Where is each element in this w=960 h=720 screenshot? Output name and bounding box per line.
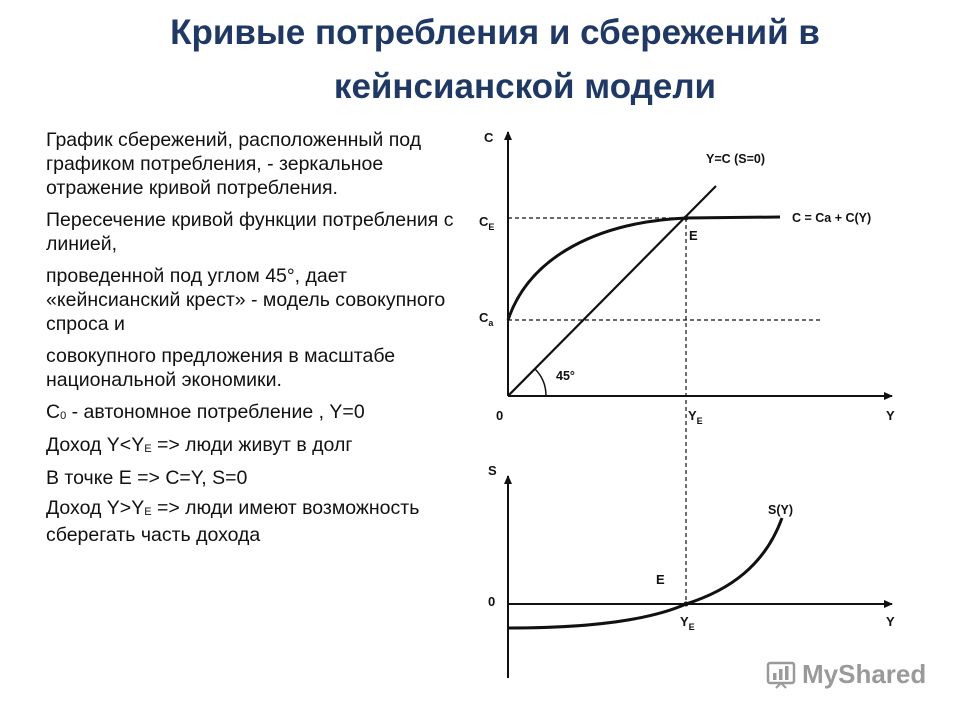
forty-five-line-label: Y=C (S=0)	[706, 152, 766, 166]
equilibrium-point-bottom	[684, 602, 689, 607]
myshared-watermark	[766, 656, 926, 692]
ye-label-top: $Y_E$	[688, 408, 703, 426]
paragraph-point-e: В точке Е => С=Y, S=0	[46, 467, 248, 489]
angle-arc	[535, 369, 546, 396]
point-e-label-bottom: E	[656, 572, 665, 587]
y-axis-label-bottom: Y	[886, 614, 895, 629]
ye-label-bottom: $Y_E$	[680, 614, 695, 632]
point-e-label-top: E	[689, 228, 698, 243]
title-line-1: Кривые потребления и сбережений в	[170, 13, 820, 52]
ca-label: $C_a$	[479, 310, 494, 328]
paragraph-mirror: График сбережений, расположенный под графиком потребления, - зеркальное отражение кривой потребления.	[46, 129, 422, 199]
paragraph-autonomous: С0 - автономное потребление , Y=0	[46, 401, 365, 423]
c-axis-label: C	[484, 130, 494, 145]
savings-function-label: S(Y)	[768, 503, 793, 517]
y-axis-label-top: Y	[886, 408, 895, 423]
origin-label-bottom: 0	[488, 594, 496, 609]
savings-curve	[508, 518, 782, 628]
paragraph-aggregate-supply: совокупного предложения в масштабе национальной экономики.	[46, 345, 396, 391]
savings-panel	[488, 463, 895, 678]
consumption-curve	[508, 217, 780, 320]
equilibrium-point-top	[684, 216, 689, 221]
paragraph-intersection: Пересечение кривой функции потребления с линией,	[46, 209, 454, 255]
title-line-2: кейнсианской модели	[333, 67, 717, 106]
presentation-logo-icon	[766, 659, 796, 689]
ce-label: $C_E$	[479, 214, 495, 232]
consumption-function-label: C = Ca + C(Y)	[792, 211, 872, 225]
consumption-panel	[479, 130, 895, 604]
s-axis-label: S	[488, 463, 497, 478]
origin-label-top: 0	[496, 408, 504, 423]
paragraph-keynesian-cross: проведенной под углом 45°, дает «кейнсианский крест» - модель совокупного спроса и	[46, 265, 446, 335]
paragraph-debt: Доход Y<YE => люди живут в долг	[46, 434, 353, 456]
watermark-text: MyShared	[802, 658, 927, 689]
paragraph-saving: Доход Y>YE => люди имеют возможность сберегать часть дохода	[46, 497, 420, 546]
angle-label: 45°	[556, 369, 575, 383]
